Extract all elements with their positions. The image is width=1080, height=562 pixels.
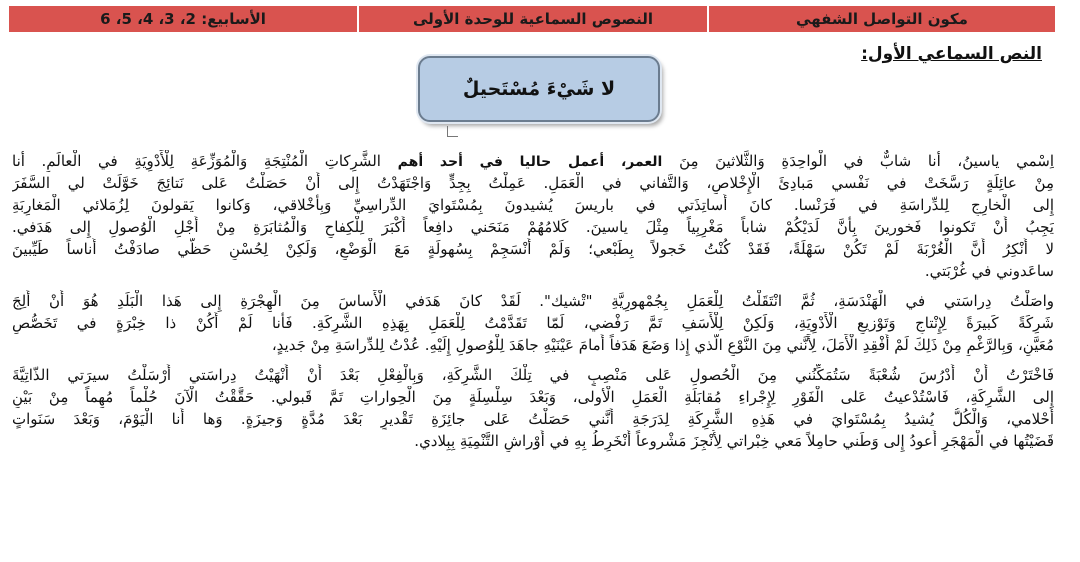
header-unit-texts: النصوص السماعية للوحدة الأولى: [357, 6, 707, 32]
paragraph-line-4: يَجِبُ أَنْ تَكونوا فَخورينَ بِأَنَّ لَدَيْكُمْ شاباً مَغْرِبِياً مِثْلَ ياسينَ. كَلامُهُمْ مَنَحَني دافِعاً أَكْبَرَ لِلْكِفاحِ وَالْمُثابَرَةِ مِنْ أَجْلِ الْوُصولِ إِلى هَدَفي.: [12, 218, 1054, 236]
line-1-bold-insert: العمر، أعمل حاليا في أحد أهم: [380, 154, 680, 170]
line-1-text: اِسْمي ياسينُ، أنا شابٌّ في الْواحِدَةِ وَالثَّلاثينَ مِنَ: [679, 152, 1054, 170]
story-body: [12, 150, 1054, 452]
corner-mark: [447, 126, 458, 137]
line-1-text-end: الشَّرِكاتِ الْمُنْتِجَةِ وَالْمُوَزِّعَةِ لِلْأَدْوِيَةِ في الْعالَمِ. أنا: [12, 152, 381, 170]
paragraph-line-11: إِلى الشَّرِكَةِ، فَاسْتُدْعيتُ عَلى الْفَوْرِ لِإِجْراءِ مُقابَلَةِ الْعَمَلِ الْأولى، وَبَعْدَ سِلْسِلَةٍ مِنَ الْحِواراتِ تَمَّ قَبولي. حَقَّقْتُ الْآنَ حُلْماً مُهِماً مِنْ بَيْنِ: [12, 388, 1054, 406]
paragraph-line-12: أَحْلامي، وَالْكُلُّ يُشيدُ بِمُسْتَوايَ في هَذِهِ الشَّرِكَةِ لِدَرَجَةِ أَنَّني حَصَلْتُ عَلى جائِزَةِ تَقْديرٍ بَعْدَ مُدَّةٍ وَجيزَةٍ. وَها أَنا الْيَوْمَ، وَبَعْدَ سَنَواتٍ: [12, 410, 1054, 428]
paragraph-line-13: قَضَيْتُها في الْمَهْجَرِ أَعودُ إِلى وَطَني حامِلاً مَعي خِبْراتي لِأُنْجِزَ مَشْروعاً أَنْخَرِطُ بِهِ في أَوْراشِ التَّنْمِيَةِ بِبِلادي.: [414, 432, 1054, 450]
paragraph-line-1: [12, 150, 1054, 172]
paragraph-line-10: فَاخْتَرْتُ أَنْ أَدْرُسَ شُعْبَةً سَتُمَكِّنُني مِنَ الْحُصولِ عَلى مَنْصِبٍ في تِلْكَ الشَّرِكَةِ، وَبِالْفِعْلِ بَعْدَ أَنْ أَنْهَيْتُ دِراسَتي أَرْسَلْتُ سيرَتي الذّاتِيَّةَ: [12, 366, 1054, 384]
header-component: مكون التواصل الشفهي: [707, 6, 1055, 32]
paragraph-line-9: مُعَيَّنٍ، وَبِالرَّغْمِ مِنْ ذَلِكَ لَمْ أَفْقِدِ الْأَمَلَ، لِأَنَّني مِنَ النَّوْعِ الَّذي إِذا وَضَعَ هَدَفاً أَمامَ عَيْنَيْهِ جاهَدَ لِلْوُصولِ إِلَيْهِ. عُدْتُ لِلدِّراسَةِ مِنْ جَديدٍ،: [271, 336, 1054, 354]
paragraph-line-7: واصَلْتُ دِراسَتي في الْهَنْدَسَةِ، ثُمَّ انْتَقَلْتُ لِلْعَمَلِ بِجُمْهورِيَّةِ "تْشيك". لَقَدْ كانَ هَدَفي الْأَساسَ مِنَ الْهِجْرَةِ إِلى هَذا الْبَلَدِ هُوَ أَنْ أَلِجَ: [12, 292, 1054, 310]
paragraph-line-5: لا أُنْكِرُ أَنَّ الْغُرْبَةَ لَمْ تَكُنْ سَهْلَةً، فَقَدْ كُنْتُ خَجولاً بِطَبْعي؛ وَلَمْ أَنْسَجِمْ بِسُهولَةٍ مَعَ الْوَضْعِ، وَلَكِنْ لِحُسْنِ حَظّي صادَفْتُ أُناساً طَيِّبينَ: [12, 240, 1054, 258]
header-bar: [9, 6, 1055, 32]
section-title: النص السماعي الأول:: [861, 44, 1042, 64]
header-weeks: الأسابيع: 2، 3، 4، 5، 6: [100, 10, 266, 28]
paragraph-line-3: إِلى الْخارِجِ لِلدِّراسَةِ في فَرَنْسا. كانَ أَساتِذَتي في باريسَ يُشيدونَ بِمُسْتَوايَ الدِّراسِيِّ وَبِأَخْلاقي، وَكانوا يَقولونَ لِزُمَلائي الْمَغارِبَةِ: [12, 196, 1054, 214]
paragraph-line-6: ساعَدوني في غُرْبَتي.: [924, 262, 1054, 280]
story-title: لا شَيْءَ مُسْتَحيلٌ: [418, 56, 660, 122]
paragraph-line-2: مِنْ عائِلَةٍ رَسَّخَتْ في نَفْسي مَبادِئَ الْإِخْلاصِ، وَالتَّفاني في الْعَمَلِ. عَمِلْتُ بِجِدٍّ وَاجْتَهَدْتُ إِلى أَنْ حَصَلْتُ عَلى نَتائِجَ خَوَّلَتْ لي السَّفَرَ: [12, 174, 1054, 192]
paragraph-line-8: شَرِكَةً كَبيرَةً لِإِنْتاجِ وَتَوْزيعِ الْأَدْوِيَةِ، وَلَكِنْ لِلْأَسَفِ تَمَّ رَفْضي، لَمّا تَقَدَّمْتُ لِلْعَمَلِ بِهَذِهِ الشَّرِكَةِ. فَأَنا لَمْ أَكُنْ ذا خِبْرَةٍ في تَخَصُّصٍ: [12, 314, 1054, 332]
